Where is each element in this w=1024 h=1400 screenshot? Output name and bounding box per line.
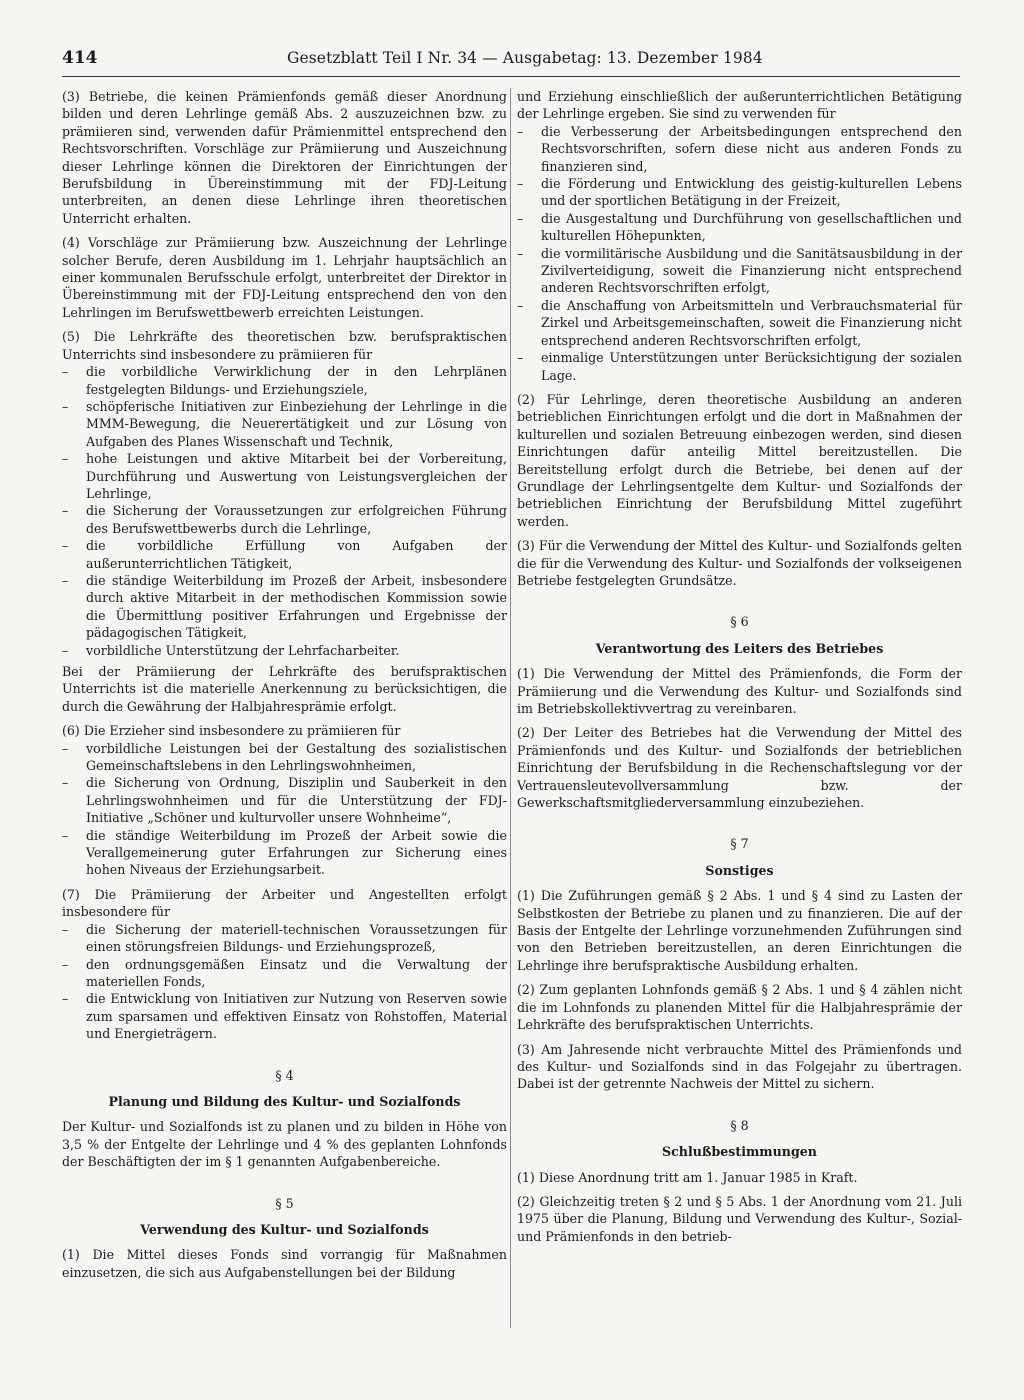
list-item: – die Förderung und Entwicklung des geistig-kulturellen Lebens und der sportlichen Betätigung in der Freizeit,: [517, 175, 962, 210]
list-item: – die ständige Weiterbildung im Prozeß der Arbeit, insbesondere durch aktive Mitarbeit in der methodischen Kommission sowie die Übermittlung positiver Erfahrungen und Ergebnisse der pädagogischen Tätigkeit,: [62, 572, 507, 642]
section-title: Planung und Bildung des Kultur- und Sozialfonds: [108, 1093, 461, 1109]
list-item: – die Sicherung von Ordnung, Disziplin und Sauberkeit in den Lehrlingswohnheimen und für die Unterstützung der FDJ-Initiative „Schöner und kulturvoller unsere Wohnheime“,: [62, 774, 507, 826]
list-item: – die vorbildliche Erfüllung von Aufgaben der außerunterrichtlichen Tätigkeit,: [62, 537, 507, 572]
section-title: Verwendung des Kultur- und Sozialfonds: [140, 1221, 429, 1237]
column-divider: [510, 88, 511, 1328]
list-item: – vorbildliche Leistungen bei der Gestaltung des sozialistischen Gemeinschaftslebens in den Lehrlingswohnheimen,: [62, 740, 507, 775]
paragraph: (1) Die Mittel dieses Fonds sind vorrangig für Maßnahmen einzusetzen, die sich aus Aufgabenstellungen bei der Bildung: [62, 1247, 507, 1280]
page-header: [62, 48, 960, 77]
paragraph: (3) Betriebe, die keinen Prämienfonds gemäß dieser Anordnung bilden und deren Lehrlinge gemäß Abs. 2 auszuzeichnen bzw. zu prämiieren sind, verwenden dafür Prämienmittel entsprechend den Rechtsvorschriften. Vorschläge zur Prämiierung und Auszeichnung dieser Lehrlinge können die Direktoren der Einrichtungen der Berufsbildung in Übereinstimmung mit der FDJ-Leitung unterbreiten, an denen diese Lehrlinge ihren theoretischen Unterricht erhalten.: [62, 89, 507, 226]
section-title: Schlußbestimmungen: [662, 1144, 817, 1160]
section-title: Sonstiges: [705, 862, 774, 878]
paragraph: Bei der Prämiierung der Lehrkräfte des berufspraktischen Unterrichts ist die materielle Anerkennung zu berücksichtigen, die durch die Gewährung der Halbjahresprämie erfolgt.: [62, 664, 507, 714]
list-item: – die Sicherung der Voraussetzungen zur erfolgreichen Führung des Berufswettbewerbs durch die Lehrlinge,: [62, 502, 507, 537]
paragraph: (4) Vorschläge zur Prämiierung bzw. Auszeichnung der Lehrlinge solcher Berufe, deren Ausbildung im 1. Lehrjahr hauptsächlich an einer kommunalen Berufsschule erfolgt, unterbreitet der Direktor in Übereinstimmung mit der FDJ-Leitung entsprechend den von den Lehrlingen im Berufswettbewerb erreichten Leistungen.: [62, 235, 507, 320]
list-item: – die vorbildliche Verwirklichung der in den Lehrplänen festgelegten Bildungs- und Erziehungsziele,: [62, 363, 507, 398]
list-item: – die ständige Weiterbildung im Prozeß der Arbeit sowie die Verallgemeinerung guter Erfahrungen zur Sicherung eines hohen Niveaus der Erziehungsarbeit.: [62, 827, 507, 879]
list-item: – einmalige Unterstützungen unter Berücksichtigung der sozialen Lage.: [517, 349, 962, 384]
running-head: Gesetzblatt Teil I Nr. 34 — Ausgabetag: 13. Dezember 1984: [287, 49, 763, 67]
paragraph: (1) Die Zuführungen gemäß § 2 Abs. 1 und § 4 sind zu Lasten der Selbstkosten der Betriebe zu planen und zu finanzieren. Die auf der Basis der Entgelte der Lehrlinge vorzunehmenden Zuführungen sind von den Betrieben bereitzustellen, an deren Einrichtungen die Lehrlinge ihre berufspraktische Ausbildung erhalten.: [517, 888, 962, 973]
bullet-list: [62, 363, 507, 659]
list-item: – schöpferische Initiativen zur Einbeziehung der Lehrlinge in die MMM-Bewegung, die Neuerertätigkeit und zur Lösung von Aufgaben des Planes Wissenschaft und Technik,: [62, 398, 507, 450]
paragraph: (3) Für die Verwendung der Mittel des Kultur- und Sozialfonds gelten die für die Verwendung des Kultur- und Sozialfonds der volkseigenen Betriebe festgelegten Grundsätze.: [517, 538, 962, 588]
list-item: – die Verbesserung der Arbeitsbedingungen entsprechend den Rechtsvorschriften, sofern diese nicht aus anderen Fonds zu finanzieren sind,: [517, 123, 962, 175]
list-item: – die Anschaffung von Arbeitsmitteln und Verbrauchsmaterial für Zirkel und Arbeitsgemeinschaften, soweit die Finanzierung nicht entsprechend anderen Rechtsvorschriften erfolgt,: [517, 297, 962, 349]
list-item: – die Sicherung der materiell-technischen Voraussetzungen für einen störungsfreien Bildungs- und Erziehungsprozeß,: [62, 921, 507, 956]
section-number: § 5: [275, 1195, 294, 1211]
paragraph: (6) Die Erzieher sind insbesondere zu prämiieren für: [62, 723, 401, 739]
list-item: – vorbildliche Unterstützung der Lehrfacharbeiter.: [62, 642, 507, 659]
paragraph: (2) Der Leiter des Betriebes hat die Verwendung der Mittel des Prämienfonds und des Kultur- und Sozialfonds der betrieblichen Einrichtung der Berufsbildung in die Rechenschaftslegung vor der Vertrauensleutevollversammlung bzw. der Gewerkschaftsmitgliederversammlung einzubeziehen.: [517, 725, 962, 811]
paragraph: (2) Gleichzeitig treten § 2 und § 5 Abs. 1 der Anordnung vom 21. Juli 1975 über die Planung, Bildung und Verwendung des Kultur-, Sozial- und Prämienfonds in den betrieb-: [517, 1193, 962, 1244]
paragraph: (5) Die Lehrkräfte des theoretischen bzw. berufspraktischen Unterrichts sind insbesondere zu prämiieren für: [62, 329, 507, 362]
left-column: [62, 88, 507, 1388]
list-item: – die Entwicklung von Initiativen zur Nutzung von Reserven sowie zum sparsamen und effektiven Einsatz von Rohstoffen, Material und Energieträgern.: [62, 990, 507, 1042]
paragraph: Der Kultur- und Sozialfonds ist zu planen und zu bilden in Höhe von 3,5 % der Entgelte der Lehrlinge und 4 % des geplanten Lohnfonds der Beschäftigten der im § 1 genannten Aufgabenbereiche.: [62, 1119, 507, 1170]
section-number: § 7: [730, 836, 749, 852]
list-item: – die Ausgestaltung und Durchführung von gesellschaftlichen und kulturellen Höhepunkten,: [517, 210, 962, 245]
paragraph: (2) Zum geplanten Lohnfonds gemäß § 2 Abs. 1 und § 4 zählen nicht die im Lohnfonds zu planenden Mittel für die Halbjahresprämie der Lehrkräfte des berufspraktischen Unterrichts.: [517, 982, 962, 1033]
list-item: – den ordnungsgemäßen Einsatz und die Verwaltung der materiellen Fonds,: [62, 956, 507, 991]
paragraph: (3) Am Jahresende nicht verbrauchte Mittel des Prämienfonds und des Kultur- und Sozialfonds sind in das Folgejahr zu übertragen. Dabei ist der getrennte Nachweis der Mittel zu sichern.: [517, 1041, 962, 1092]
paragraph: (1) Die Verwendung der Mittel des Prämienfonds, die Form der Prämiierung und die Verwendung des Kultur- und Sozialfonds sind im Betriebskollektivvertrag zu vereinbaren.: [517, 666, 962, 716]
paragraph: (2) Für Lehrlinge, deren theoretische Ausbildung an anderen betrieblichen Einrichtungen erfolgt und die dort in Maßnahmen der kulturellen und sozialen Betreuung einbezogen werden, sind diesen Einrichtungen dafür anteilig Mittel bereitzustellen. Die Bereitstellung erfolgt durch die Betriebe, bei denen auf der Grundlage der Lehrlingsentgelte dem Kultur- und Sozialfonds der betrieblichen Einrichtung der Berufsbildung Mittel zugeführt werden.: [517, 391, 962, 529]
list-item: – die vormilitärische Ausbildung und die Sanitätsausbildung in der Zivilverteidigung, soweit die Finanzierung nicht entsprechend anderen Rechtsvorschriften erfolgt,: [517, 245, 962, 297]
list-item: – hohe Leistungen und aktive Mitarbeit bei der Vorbereitung, Durchführung und Auswertung von Leistungsvergleichen der Lehrlinge,: [62, 450, 507, 502]
page-number: 414: [62, 48, 98, 68]
paragraph: (7) Die Prämiierung der Arbeiter und Angestellten erfolgt insbesondere für: [62, 886, 507, 920]
section-title: Verantwortung des Leiters des Betriebes: [595, 640, 884, 656]
bullet-list: [62, 740, 507, 879]
section-number: § 6: [730, 614, 749, 630]
paragraph: und Erziehung einschließlich der außerunterrichtlichen Betätigung der Lehrlinge ergeben. Sie sind zu verwenden für: [517, 89, 962, 122]
bullet-list: [62, 921, 507, 1043]
right-column: [517, 88, 962, 1388]
section-number: § 4: [275, 1067, 294, 1083]
section-number: § 8: [730, 1117, 749, 1133]
bullet-list: [517, 123, 962, 384]
paragraph: (1) Diese Anordnung tritt am 1. Januar 1985 in Kraft.: [517, 1169, 858, 1185]
